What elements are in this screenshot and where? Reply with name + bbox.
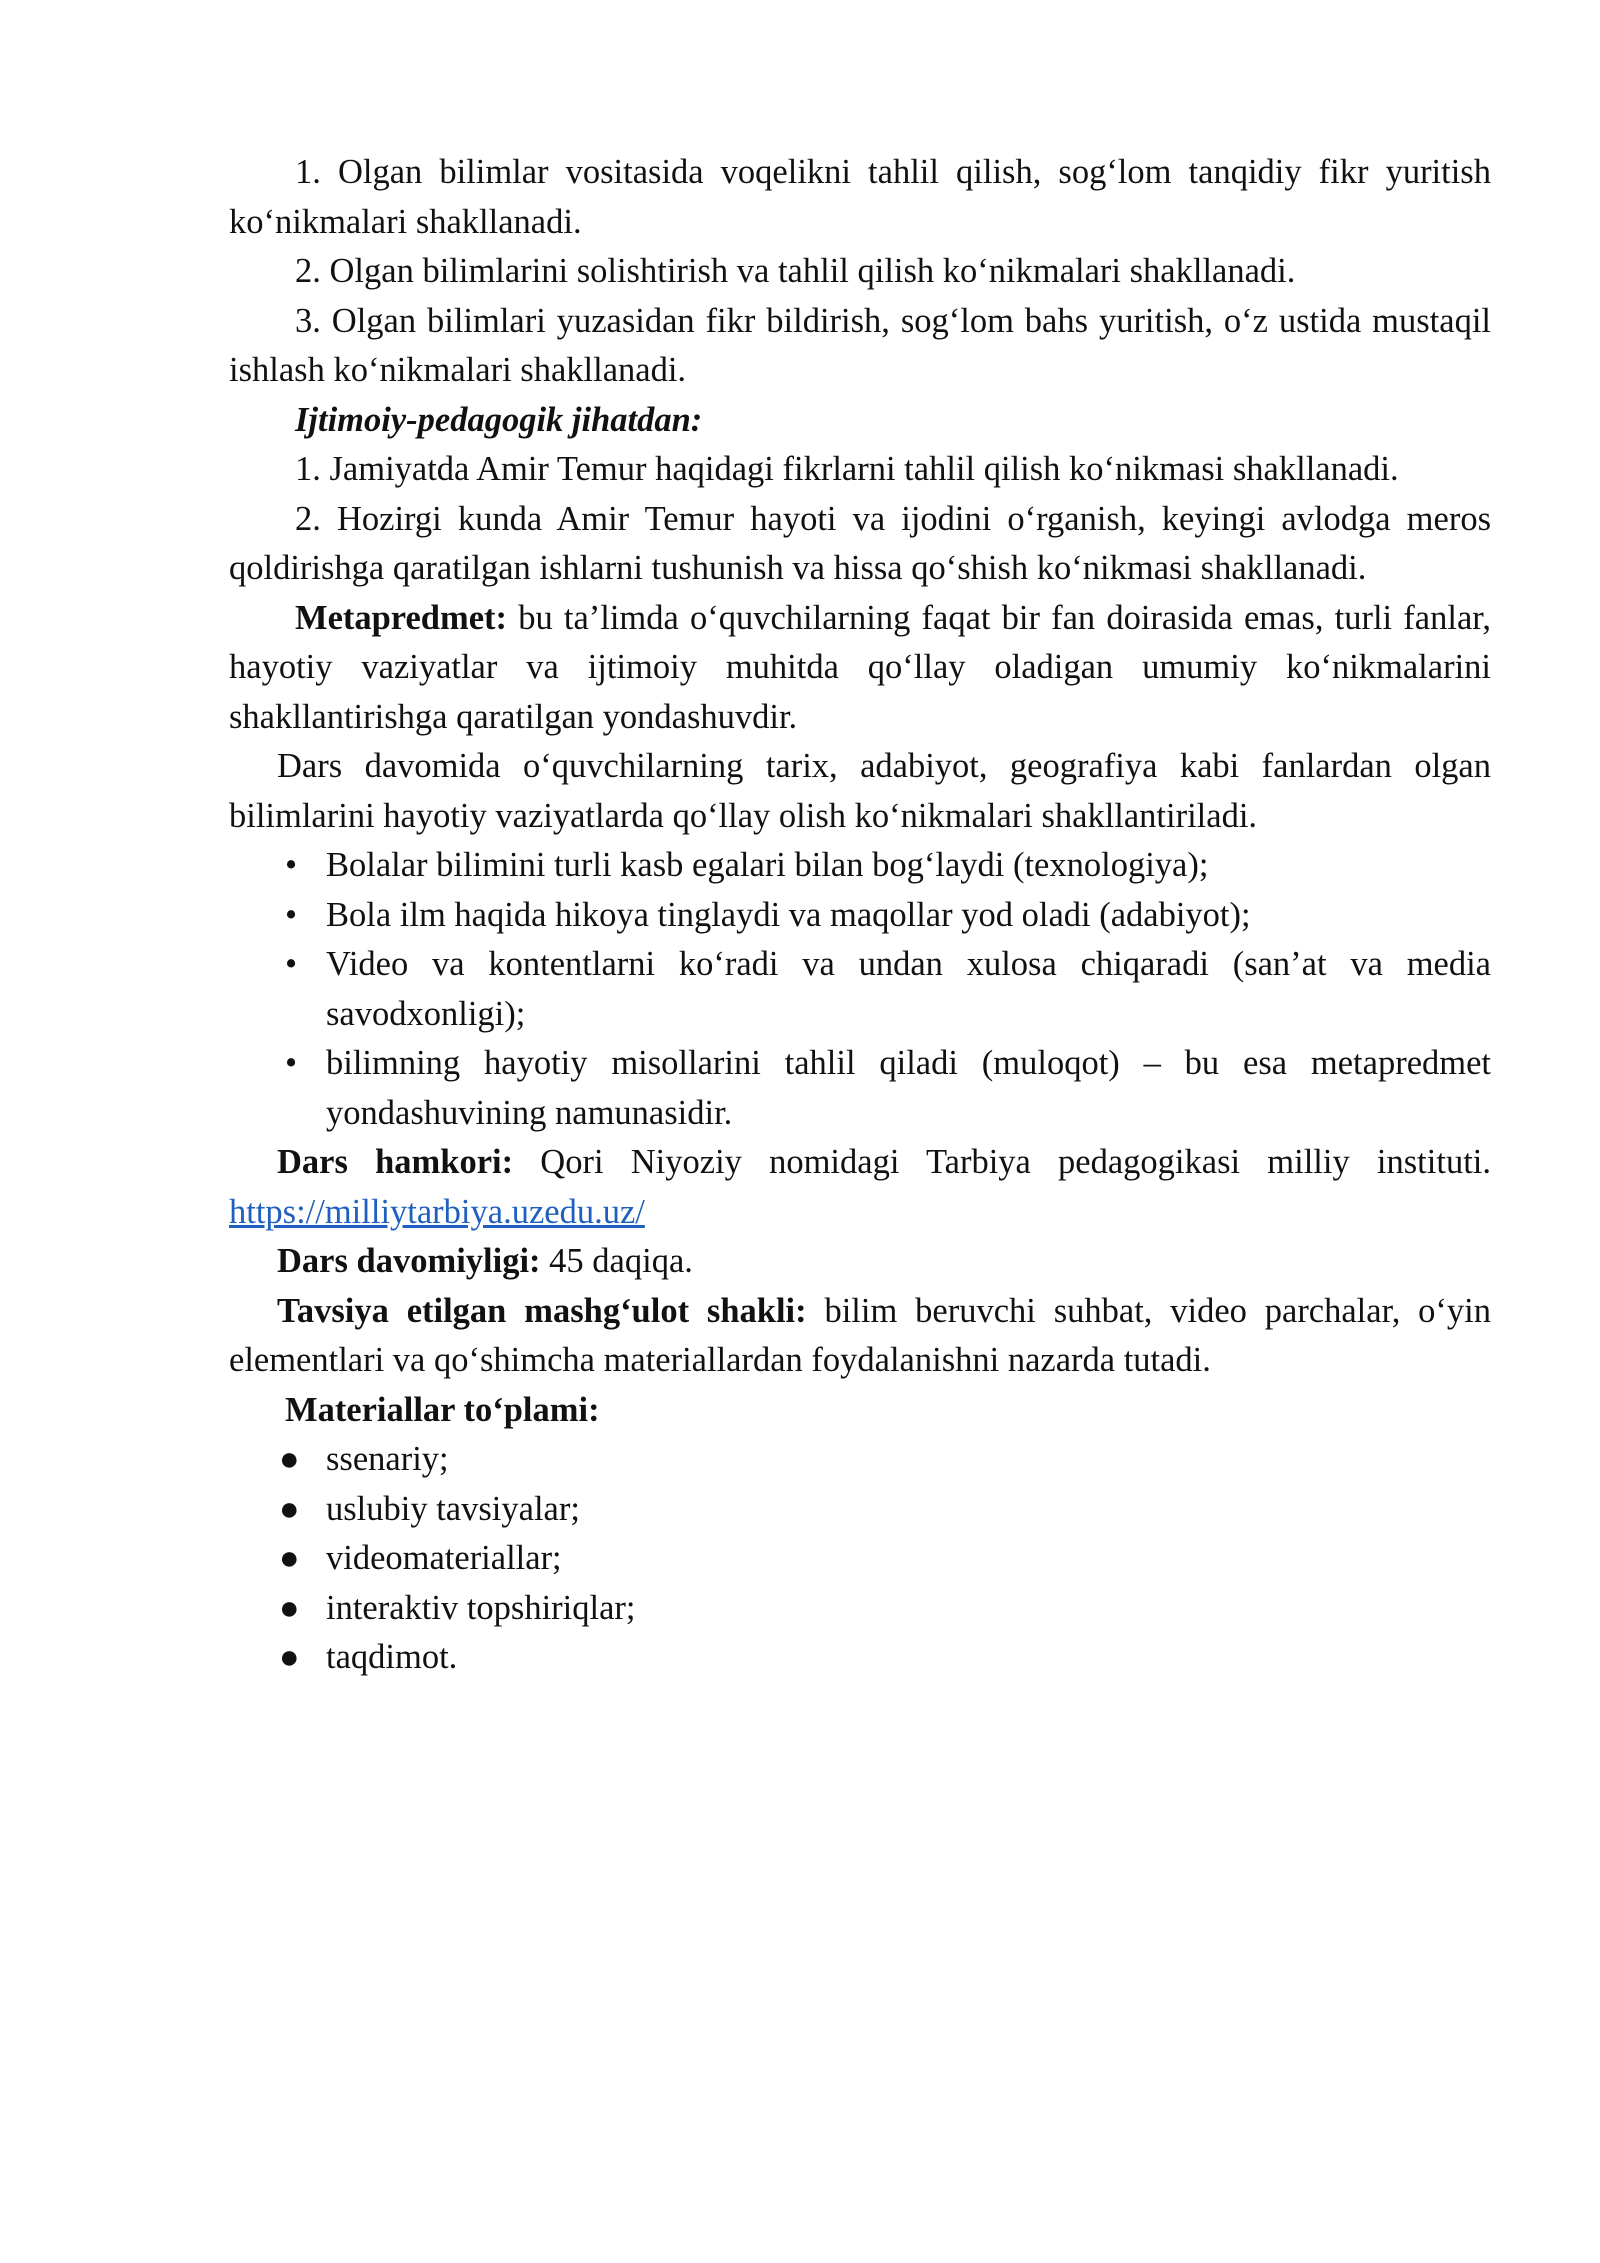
material-text: ssenariy; <box>326 1440 449 1478</box>
material-text: uslubiy tavsiyalar; <box>326 1489 580 1528</box>
list-item <box>229 1485 1491 1535</box>
social-item-1: 1. Jamiyatda Amir Temur haqidagi fikrlarni tahlil qilish ko‘nikmasi shakllanadi. <box>295 450 1399 488</box>
social-heading: Ijtimoiy-pedagogik jihatdan: <box>295 400 703 439</box>
shakl-text: bilim beruvchi suhbat, video parchalar, o‘yin elementlari va qo‘shimcha materiallardan foydalanishni nazarda tutadi. <box>229 1291 1491 1379</box>
hamkor-label: Dars hamkori: <box>277 1143 514 1181</box>
hamkor-text: Qori Niyoziy nomidagi Tarbiya pedagogikasi milliy instituti. <box>513 1143 1491 1181</box>
bullet-icon: ● <box>279 1441 300 1478</box>
list-item <box>229 1633 1491 1683</box>
document-page <box>229 148 1491 1683</box>
material-text: interaktiv topshiriqlar; <box>326 1588 636 1627</box>
dars-paragraph: Dars davomida o‘quvchilarning tarix, adabiyot, geografiya kabi fanlardan olgan bilimlarini hayotiy vaziyatlarda qo‘llay olish ko‘nikmalari shakllantiriladi. <box>229 747 1491 835</box>
bullet-text: bilimning hayotiy misollarini tahlil qiladi (muloqot) – bu esa metapredmet yondashuvining namunasidir. <box>326 1044 1491 1132</box>
bullet-icon: ● <box>279 1639 300 1676</box>
skills-bullet-list <box>229 841 1491 1138</box>
outcome-item-3: 3. Olgan bilimlari yuzasidan fikr bildirish, sog‘lom bahs yuritish, o‘z ustida mustaqil ishlash ko‘nikmalari shakllanadi. <box>229 301 1491 389</box>
davomiylik-label: Dars davomiyligi: <box>277 1242 541 1280</box>
social-item-2: 2. Hozirgi kunda Amir Temur hayoti va ijodini o‘rganish, keyingi avlodga meros qoldirishga qaratilgan ishlarni tushunish va hissa qo‘shish ko‘nikmasi shakllanadi. <box>229 499 1491 587</box>
bullet-icon: ● <box>279 1490 300 1528</box>
shakl-label: Tavsiya etilgan mashg‘ulot shakli: <box>277 1291 807 1330</box>
list-item <box>229 1584 1491 1634</box>
institute-link[interactable]: https://milliytarbiya.uzedu.uz/ <box>229 1192 645 1231</box>
hamkor-paragraph <box>229 1138 1491 1237</box>
metapredmet-label: Metapredmet: <box>295 598 508 637</box>
list-item <box>229 841 1491 891</box>
materials-bullet-list <box>229 1435 1491 1683</box>
bullet-icon: • <box>284 895 298 934</box>
metapredmet-text: bu ta’limda o‘quvchilarning faqat bir fan doirasida emas, turli fanlar, hayotiy vaziyatlar va ijtimoiy muhitda qo‘llay oladigan umumiy ko‘nikmalarini shakllantirishga qaratilgan yondashuvdir. <box>229 598 1491 736</box>
outcome-item-1: 1. Olgan bilimlar vositasida voqelikni tahlil qilish, sog‘lom tanqidiy fikr yuritish ko‘nikmalari shakllanadi. <box>229 153 1491 241</box>
davomiylik-text: 45 daqiqa. <box>540 1242 693 1280</box>
bullet-text: Video va kontentlarni ko‘radi va undan xulosa chiqaradi (san’at va media savodxonligi); <box>326 945 1491 1033</box>
list-item <box>229 1039 1491 1138</box>
bullet-text: Bolalar bilimini turli kasb egalari bilan bog‘laydi (texnologiya); <box>326 846 1209 884</box>
material-text: videomateriallar; <box>326 1539 562 1577</box>
list-item <box>229 940 1491 1039</box>
material-text: taqdimot. <box>326 1638 458 1676</box>
bullet-icon: • <box>284 945 298 983</box>
davomiylik-paragraph <box>229 1237 1491 1287</box>
materials-heading: Materiallar to‘plami: <box>285 1390 600 1429</box>
list-item <box>229 1435 1491 1485</box>
list-item <box>229 891 1491 941</box>
bullet-icon: • <box>284 1044 298 1082</box>
outcome-item-2: 2. Olgan bilimlarini solishtirish va tahlil qilish ko‘nikmalari shakllanadi. <box>295 252 1296 290</box>
bullet-icon: ● <box>279 1540 300 1577</box>
shakl-paragraph <box>229 1287 1491 1386</box>
bullet-text: Bola ilm haqida hikoya tinglaydi va maqollar yod oladi (adabiyot); <box>326 895 1251 934</box>
bullet-icon: ● <box>279 1589 300 1627</box>
bullet-icon: • <box>284 846 298 884</box>
list-item <box>229 1534 1491 1584</box>
metapredmet-paragraph <box>229 594 1491 743</box>
